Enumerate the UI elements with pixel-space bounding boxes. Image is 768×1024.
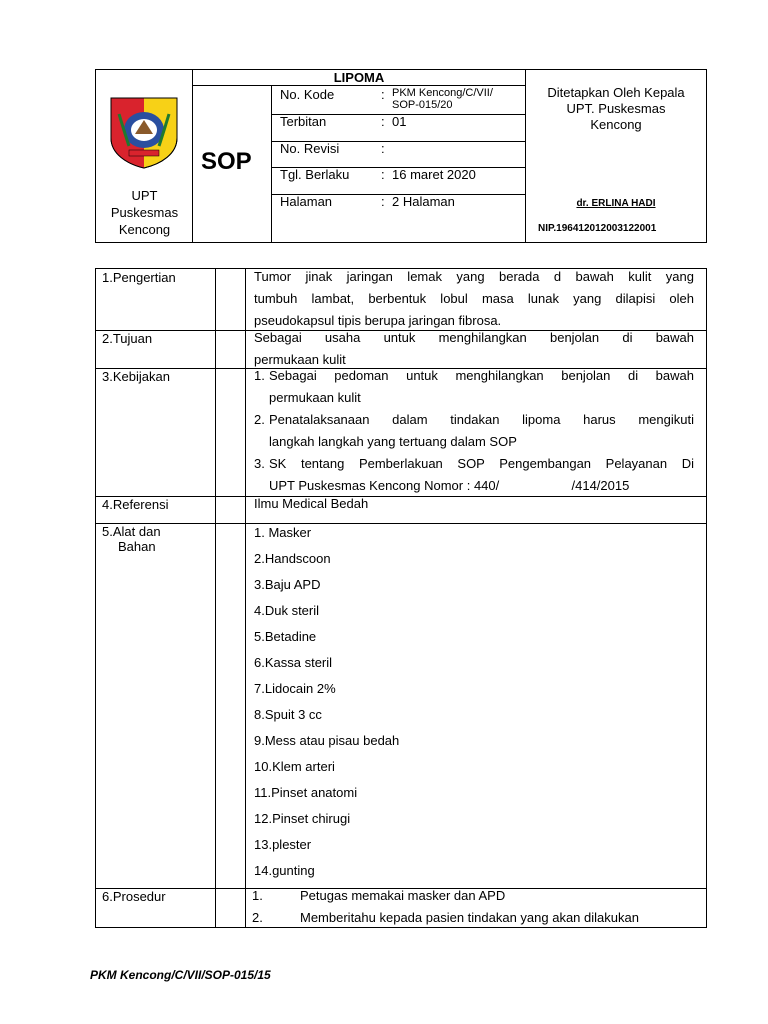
- policy-number: 3.: [254, 456, 265, 471]
- org-name: [96, 187, 193, 238]
- section-label: 6.Prosedur: [102, 889, 166, 904]
- section-label: 3.Kebijakan: [102, 369, 170, 384]
- meta-row-berlaku: [272, 167, 526, 195]
- meta-value: 16 maret 2020: [392, 167, 476, 182]
- equipment-item: 10.Klem arteri: [254, 759, 335, 774]
- policy-number: 1.: [254, 368, 265, 383]
- text-line: Sebagai pedoman untuk menghilangkan benjolan di bawah: [269, 368, 694, 383]
- equipment-item: 2.Handscoon: [254, 551, 331, 566]
- text-line: Tumor jinak jaringan lemak yang berada d bawah kulit yang: [254, 269, 694, 284]
- section-label: 1.Pengertian: [102, 270, 176, 285]
- document-meta: [272, 86, 526, 242]
- equipment-item: 4.Duk steril: [254, 603, 320, 618]
- equipment-list: [254, 520, 694, 884]
- meta-value: 2 Halaman: [392, 194, 455, 209]
- text-line: permukaan kulit: [269, 390, 361, 405]
- meta-colon: :: [381, 194, 385, 209]
- approval-text: [526, 85, 706, 133]
- section-prosedur: [96, 888, 706, 928]
- meta-colon: :: [381, 167, 385, 182]
- meta-value: [392, 87, 493, 111]
- section-label: 2.Tujuan: [102, 331, 153, 346]
- meta-label: No. Revisi: [280, 141, 340, 156]
- org-name-line: UPT: [131, 188, 158, 203]
- section-tujuan: [96, 330, 706, 369]
- meta-value-line: SOP-015/20: [392, 99, 453, 111]
- org-name-line: Puskesmas: [110, 205, 179, 220]
- text-line: tumbuh lambat, berbentuk lobul masa lunak yang dilapisi oleh: [254, 291, 694, 306]
- equipment-item: 1. Masker: [254, 525, 312, 540]
- document-title: LIPOMA: [193, 70, 526, 86]
- approval-cell: [526, 70, 706, 242]
- policy-item: [254, 409, 694, 453]
- equipment-item: 13.plester: [254, 837, 312, 852]
- meta-row-code: [272, 86, 526, 115]
- section-label: 4.Referensi: [102, 497, 169, 512]
- text-line: pseudokapsul tipis berupa jaringan fibrosa.: [254, 313, 502, 328]
- procedure-step: [252, 907, 692, 929]
- equipment-item: 5.Betadine: [254, 629, 317, 644]
- text-line: UPT Puskesmas Kencong Nomor : 440/ /414/2015: [269, 478, 630, 493]
- meta-colon: :: [381, 87, 385, 102]
- section-content: [254, 365, 694, 497]
- policy-item: [254, 453, 694, 497]
- approval-line: UPT. Puskesmas: [566, 101, 666, 116]
- equipment-item: 11.Pinset anatomi: [254, 785, 358, 800]
- text-line: Sebagai usaha untuk menghilangkan benjolan di bawah: [254, 330, 694, 345]
- section-kebijakan: [96, 368, 706, 497]
- section-label: [102, 524, 161, 554]
- text-line: langkah langkah yang tertuang dalam SOP: [269, 434, 517, 449]
- equipment-item: 8.Spuit 3 cc: [254, 707, 322, 722]
- label-line: 5.Alat dan: [102, 524, 161, 539]
- policy-number: 2.: [254, 412, 265, 427]
- step-number: 2.: [252, 910, 263, 925]
- meta-row-halaman: [272, 194, 526, 242]
- text-line: permukaan kulit: [254, 352, 346, 367]
- puskesmas-logo-icon: [105, 94, 183, 170]
- document-footer-code: PKM Kencong/C/VII/SOP-015/15: [90, 968, 271, 982]
- meta-value: 01: [392, 114, 407, 129]
- step-text: Petugas memakai masker dan APD: [300, 888, 506, 903]
- sop-label: SOP: [201, 148, 252, 175]
- meta-label: Terbitan: [280, 114, 327, 129]
- equipment-item: 3.Baju APD: [254, 577, 321, 592]
- approval-line: Kencong: [590, 117, 642, 132]
- procedure-list: [252, 885, 692, 929]
- policy-item: [254, 365, 694, 409]
- meta-row-terbitan: [272, 114, 526, 142]
- meta-label: No. Kode: [280, 87, 335, 102]
- sop-cell: [193, 86, 272, 242]
- section-pengertian: [96, 269, 706, 331]
- signer-name: dr. ERLINA HADI: [576, 198, 656, 209]
- meta-colon: :: [381, 114, 385, 129]
- section-alat-bahan: [96, 523, 706, 889]
- equipment-item: 12.Pinset chirugi: [254, 811, 351, 826]
- text-line: Ilmu Medical Bedah: [254, 496, 369, 511]
- equipment-item: 7.Lidocain 2%: [254, 681, 336, 696]
- org-name-line: Kencong: [118, 222, 171, 237]
- label-line: Bahan: [118, 539, 156, 554]
- step-text: Memberitahu kepada pasien tindakan yang akan dilakukan: [300, 910, 639, 925]
- meta-colon: :: [381, 141, 385, 156]
- procedure-step: [252, 885, 692, 907]
- meta-label: Tgl. Berlaku: [280, 167, 350, 182]
- meta-row-revisi: [272, 141, 526, 168]
- sop-header: [95, 69, 707, 243]
- signer-nip: NIP.196412012003122001: [538, 223, 657, 234]
- section-content: [254, 493, 694, 515]
- approval-line: Ditetapkan Oleh Kepala: [547, 85, 685, 100]
- logo-cell: [96, 70, 193, 242]
- section-content: [254, 266, 694, 332]
- meta-value-line: PKM Kencong/C/VII/: [392, 87, 493, 99]
- equipment-item: 9.Mess atau pisau bedah: [254, 733, 400, 748]
- equipment-item: 6.Kassa steril: [254, 655, 333, 670]
- step-number: 1.: [252, 888, 263, 903]
- meta-label: Halaman: [280, 194, 333, 209]
- equipment-item: 14.gunting: [254, 863, 315, 878]
- text-line: SK tentang Pemberlakuan SOP Pengembangan Pelayanan Di: [269, 456, 694, 471]
- sop-body-table: [95, 268, 707, 928]
- text-line: Penatalaksanaan dalam tindakan lipoma harus mengikuti: [269, 412, 694, 427]
